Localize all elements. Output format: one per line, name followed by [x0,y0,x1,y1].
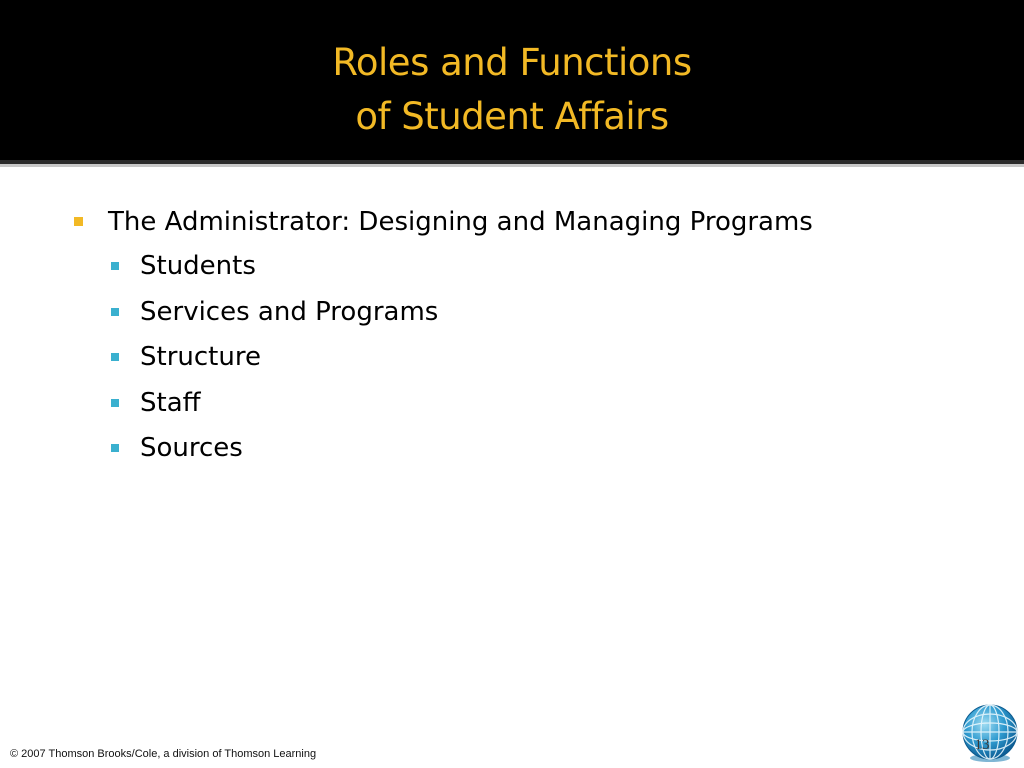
title-divider-light [0,164,1024,167]
square-bullet-icon [111,399,119,407]
square-bullet-icon [111,262,119,270]
slide-title [0,36,1024,144]
title-bar [0,0,1024,160]
sub-bullet-text: Structure [140,342,261,372]
bullet-level-1 [72,200,1002,244]
sub-bullet-text: Services and Programs [140,296,439,327]
sub-bullet-text: Sources [140,433,243,463]
slide-title-line-2: of Student Affairs [355,95,669,138]
sub-bullet-text: Staff [140,387,201,418]
square-bullet-icon [111,353,119,361]
square-bullet-icon [111,444,119,452]
globe-icon [960,702,1020,764]
sub-bullet-item [72,381,1002,427]
sub-bullet-text: Students [140,251,256,281]
bullet-text: The Administrator: Designing and Managing Programs [108,207,813,237]
slide-title-line-1: Roles and Functions [332,41,692,84]
square-bullet-icon [74,217,83,226]
sub-bullet-item [72,244,1002,290]
sub-bullet-item [72,426,1002,472]
sub-bullet-item [72,335,1002,381]
page-number: 13 [974,737,990,753]
sub-bullet-item [72,290,1002,336]
slide-body [72,207,1002,472]
copyright-footer: © 2007 Thomson Brooks/Cole, a division of Thomson Learning [10,748,317,760]
square-bullet-icon [111,308,119,316]
sub-bullet-list [72,244,1002,472]
